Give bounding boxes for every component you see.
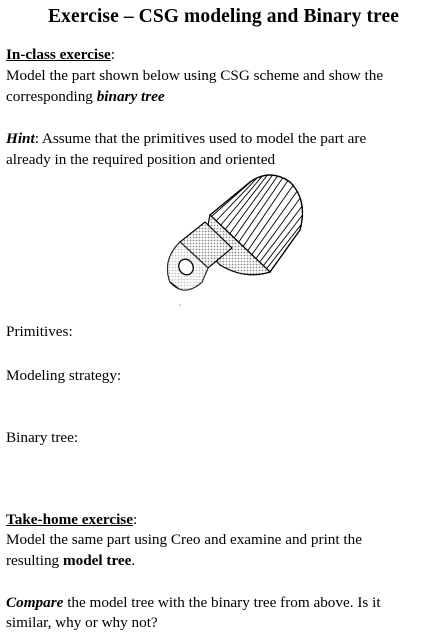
model-tree-emphasis: model tree xyxy=(62,552,132,569)
hint-line-2: already in the required position and oriented xyxy=(6,151,276,168)
inclass-heading-colon: : xyxy=(110,46,115,63)
knurled-knob-part-icon xyxy=(150,170,310,315)
takehome-line-2-text: resulting xyxy=(6,552,63,569)
binary-tree-label: Binary tree: xyxy=(6,429,79,446)
takehome-heading: Take-home exercise xyxy=(6,511,133,528)
takehome-line-2 xyxy=(6,551,445,571)
inclass-heading: In-class exercise xyxy=(6,46,111,63)
page-title: Exercise – CSG modeling and Binary tree xyxy=(48,6,399,27)
inclass-heading-line xyxy=(6,45,445,65)
modeling-strategy-label: Modeling strategy: xyxy=(6,367,122,384)
hint-text: : Assume that the primitives used to model the part are xyxy=(34,130,367,147)
takehome-line-2-period: . xyxy=(131,552,136,569)
primitives-label: Primitives: xyxy=(6,323,73,340)
inclass-line-1: Model the part shown below using CSG scheme and show the xyxy=(6,67,384,84)
compare-emphasis: Compare xyxy=(6,594,64,611)
takehome-heading-colon: : xyxy=(132,511,138,528)
takehome-line-1: Model the same part using Creo and examine and print the xyxy=(6,531,362,548)
inclass-line-2-text: corresponding xyxy=(6,88,97,105)
binary-tree-emphasis: binary tree xyxy=(96,88,165,105)
compare-line-1 xyxy=(6,593,445,613)
hint-label: Hint xyxy=(6,130,35,147)
compare-text: the model tree with the binary tree from above. Is it xyxy=(63,594,381,611)
inclass-line-2 xyxy=(6,87,445,107)
compare-line-2: similar, why or why not? xyxy=(6,614,158,631)
hint-line-1 xyxy=(6,129,445,149)
takehome-heading-line xyxy=(6,510,445,530)
